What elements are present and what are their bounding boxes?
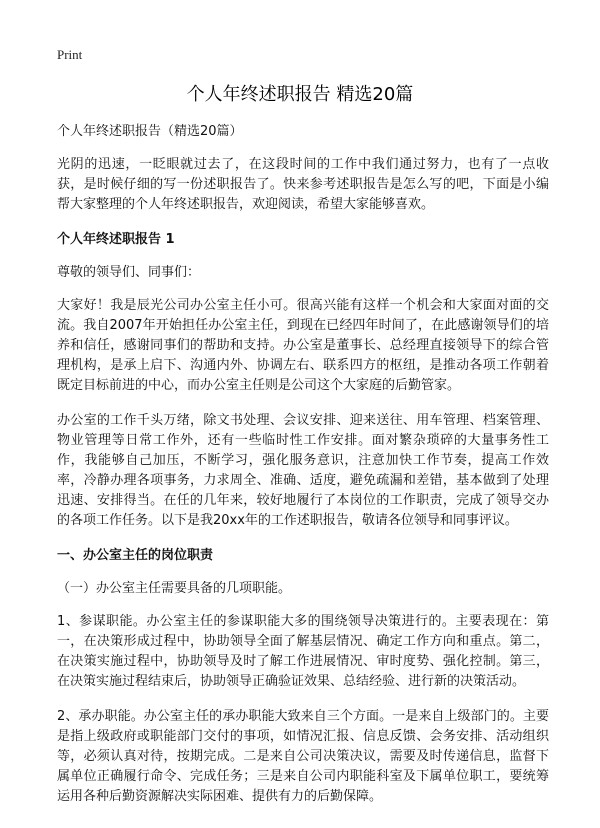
print-link[interactable]: Print: [57, 47, 83, 62]
subheading-1: （一）办公室主任需要具备的几项职能。: [57, 581, 292, 596]
page-title: 个人年终述职报告 精选20篇: [186, 84, 414, 105]
paragraph-3: 1、参谋职能。办公室主任的参谋职能大多的围绕领导决策进行的。主要表现在：第一，在决策形成过程中，协助领导全面了解基层情况、确定工作方向和重点。第二，在决策实施过程中，协助领导及时了解工作进展情况、审时度势、强化控制。第三，在决策实施过程结束后，协助领导正确验证效果、总结经验、进行新的决策活动。: [57, 614, 549, 689]
paragraph-1: 大家好！我是辰光公司办公室主任小可。很高兴能有这样一个机会和大家面对面的交流。我自2007年开始担任办公室主任，到现在已经四年时间了，在此感谢领导们的培养和信任，感谢同事们的帮助和支持。办公室是董事长、总经理直接领导下的综合管理机构，是承上启下、沟通内外、协调左右、联系四方的枢纽，是推动各项工作朝着既定目标前进的中心，而办公室主任则是公司这个大家庭的后勤管家。: [57, 298, 549, 393]
paragraph-2: 办公室的工作千头万绪，除文书处理、会议安排、迎来送往、用车管理、档案管理、物业管理等日常工作外，还有一些临时性工作安排。面对繁杂琐碎的大量事务性工作，我能够自己加压，不断学习，强化服务意识，注意加快工作节奏，提高工作效率，冷静办理各项事务，力求周全、准确、适度，避免疏漏和差错，基本做到了处理迅速、安排得当。在任的几年来，较好地履行了本岗位的工作职责，完成了领导交办的各项工作任务。以下是我20xx年的工作述职报告，敬请各位领导和同事评议。: [57, 413, 549, 528]
document-body: [57, 122, 549, 822]
section-title: 个人年终述职报告 1: [57, 232, 175, 247]
paragraph-4: 2、承办职能。办公室主任的承办职能大致来自三个方面。一是来自上级部门的。主要是指上级政府或职能部门交付的事项，如情况汇报、信息反馈、会务安排、活动组织等，必须认真对待，按期完成。二是来自公司决策决议，需要及时传递信息，监督下属单位正确履行命令、完成任务；三是来自公司内职能科室及下属单位职工，要统筹运用各种后勤资源解决实际困难、提供有力的后勤保障。: [57, 709, 549, 804]
greeting: 尊敬的领导们、同事们：: [57, 265, 201, 280]
heading-1: 一、办公室主任的岗位职责: [57, 548, 214, 563]
intro-paragraph: 光阴的迅速，一眨眼就过去了，在这段时间的工作中我们通过努力，也有了一点收获，是时候仔细的写一份述职报告了。快来参考述职报告是怎么写的吧，下面是小编帮大家整理的个人年终述职报告，欢迎阅读，希望大家能够喜欢。: [57, 157, 549, 212]
document-subtitle: 个人年终述职报告（精选20篇）: [57, 124, 243, 139]
